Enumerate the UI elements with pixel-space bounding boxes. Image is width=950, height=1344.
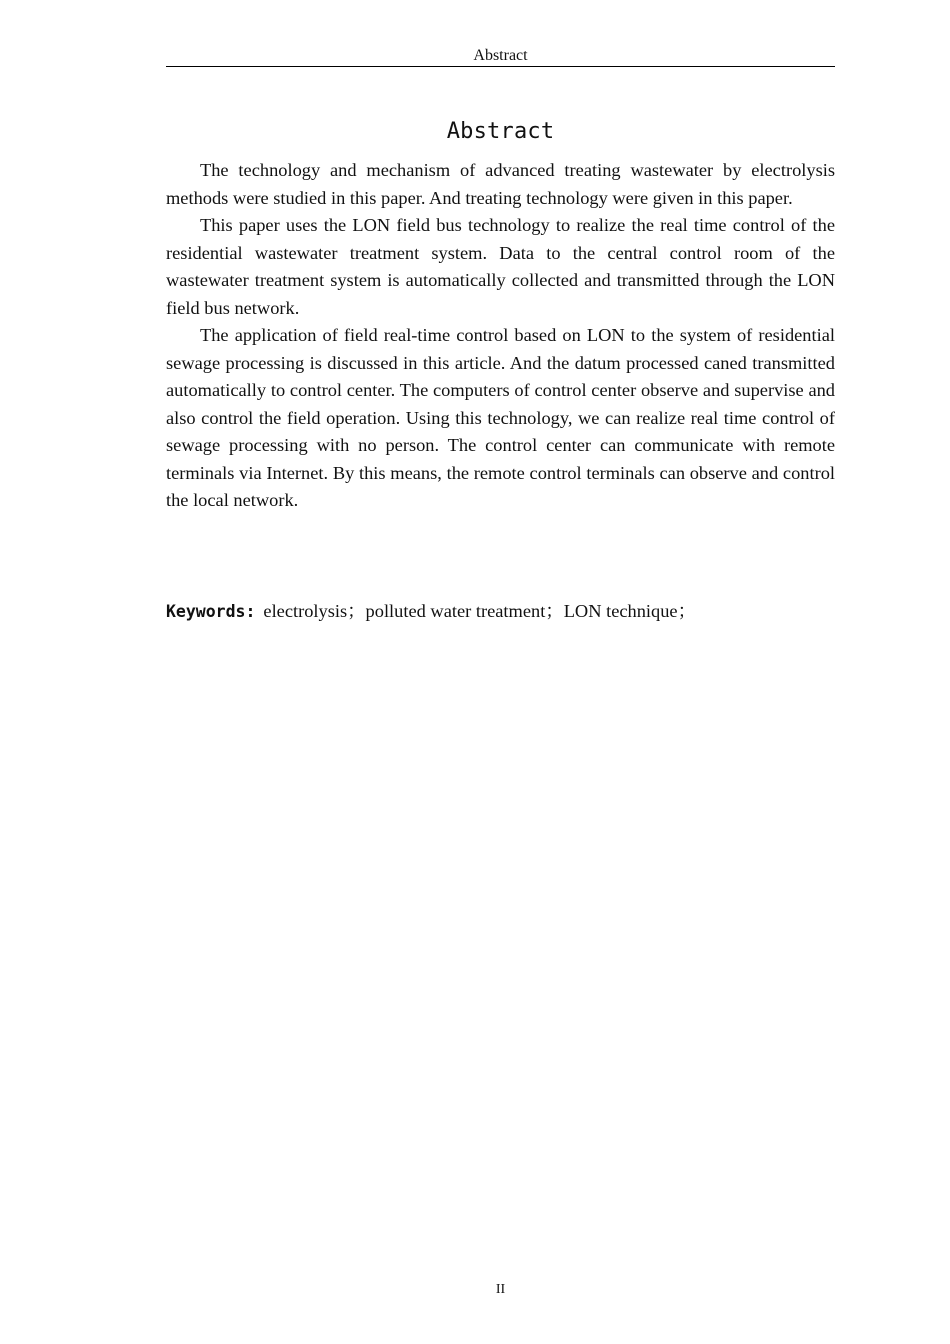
keywords-label: Keywords: xyxy=(166,602,256,621)
page-number: II xyxy=(495,1282,506,1297)
paragraph-1: The technology and mechanism of advanced treating wastewater by electrolysis methods were studied in this paper. And treating technology were given in this paper. xyxy=(166,160,835,208)
keywords-line xyxy=(166,598,835,626)
paragraph-3: The application of field real-time control based on LON to the system of residential sewage processing is discussed in this article. And the datum processed caned transmitted automatically to control center. The computers of control center observe and supervise and also control the field operation. Using this technology, we can realize real time control of sewage processing with no person. The control center can communicate with remote terminals via Internet. By this means, the remote control terminals can observe and control the local network. xyxy=(166,325,835,510)
paragraph-2: This paper uses the LON field bus technology to realize the real time control of the residential wastewater treatment system. Data to the central control room of the wastewater treatment system is automatically collected and transmitted through the LON field bus network. xyxy=(166,215,835,318)
running-header-title: Abstract xyxy=(473,47,528,64)
running-header xyxy=(166,45,835,67)
keywords-list: electrolysis；polluted water treatment；LON technique； xyxy=(263,601,696,621)
page-title: Abstract xyxy=(446,119,555,144)
abstract-body xyxy=(166,157,835,515)
